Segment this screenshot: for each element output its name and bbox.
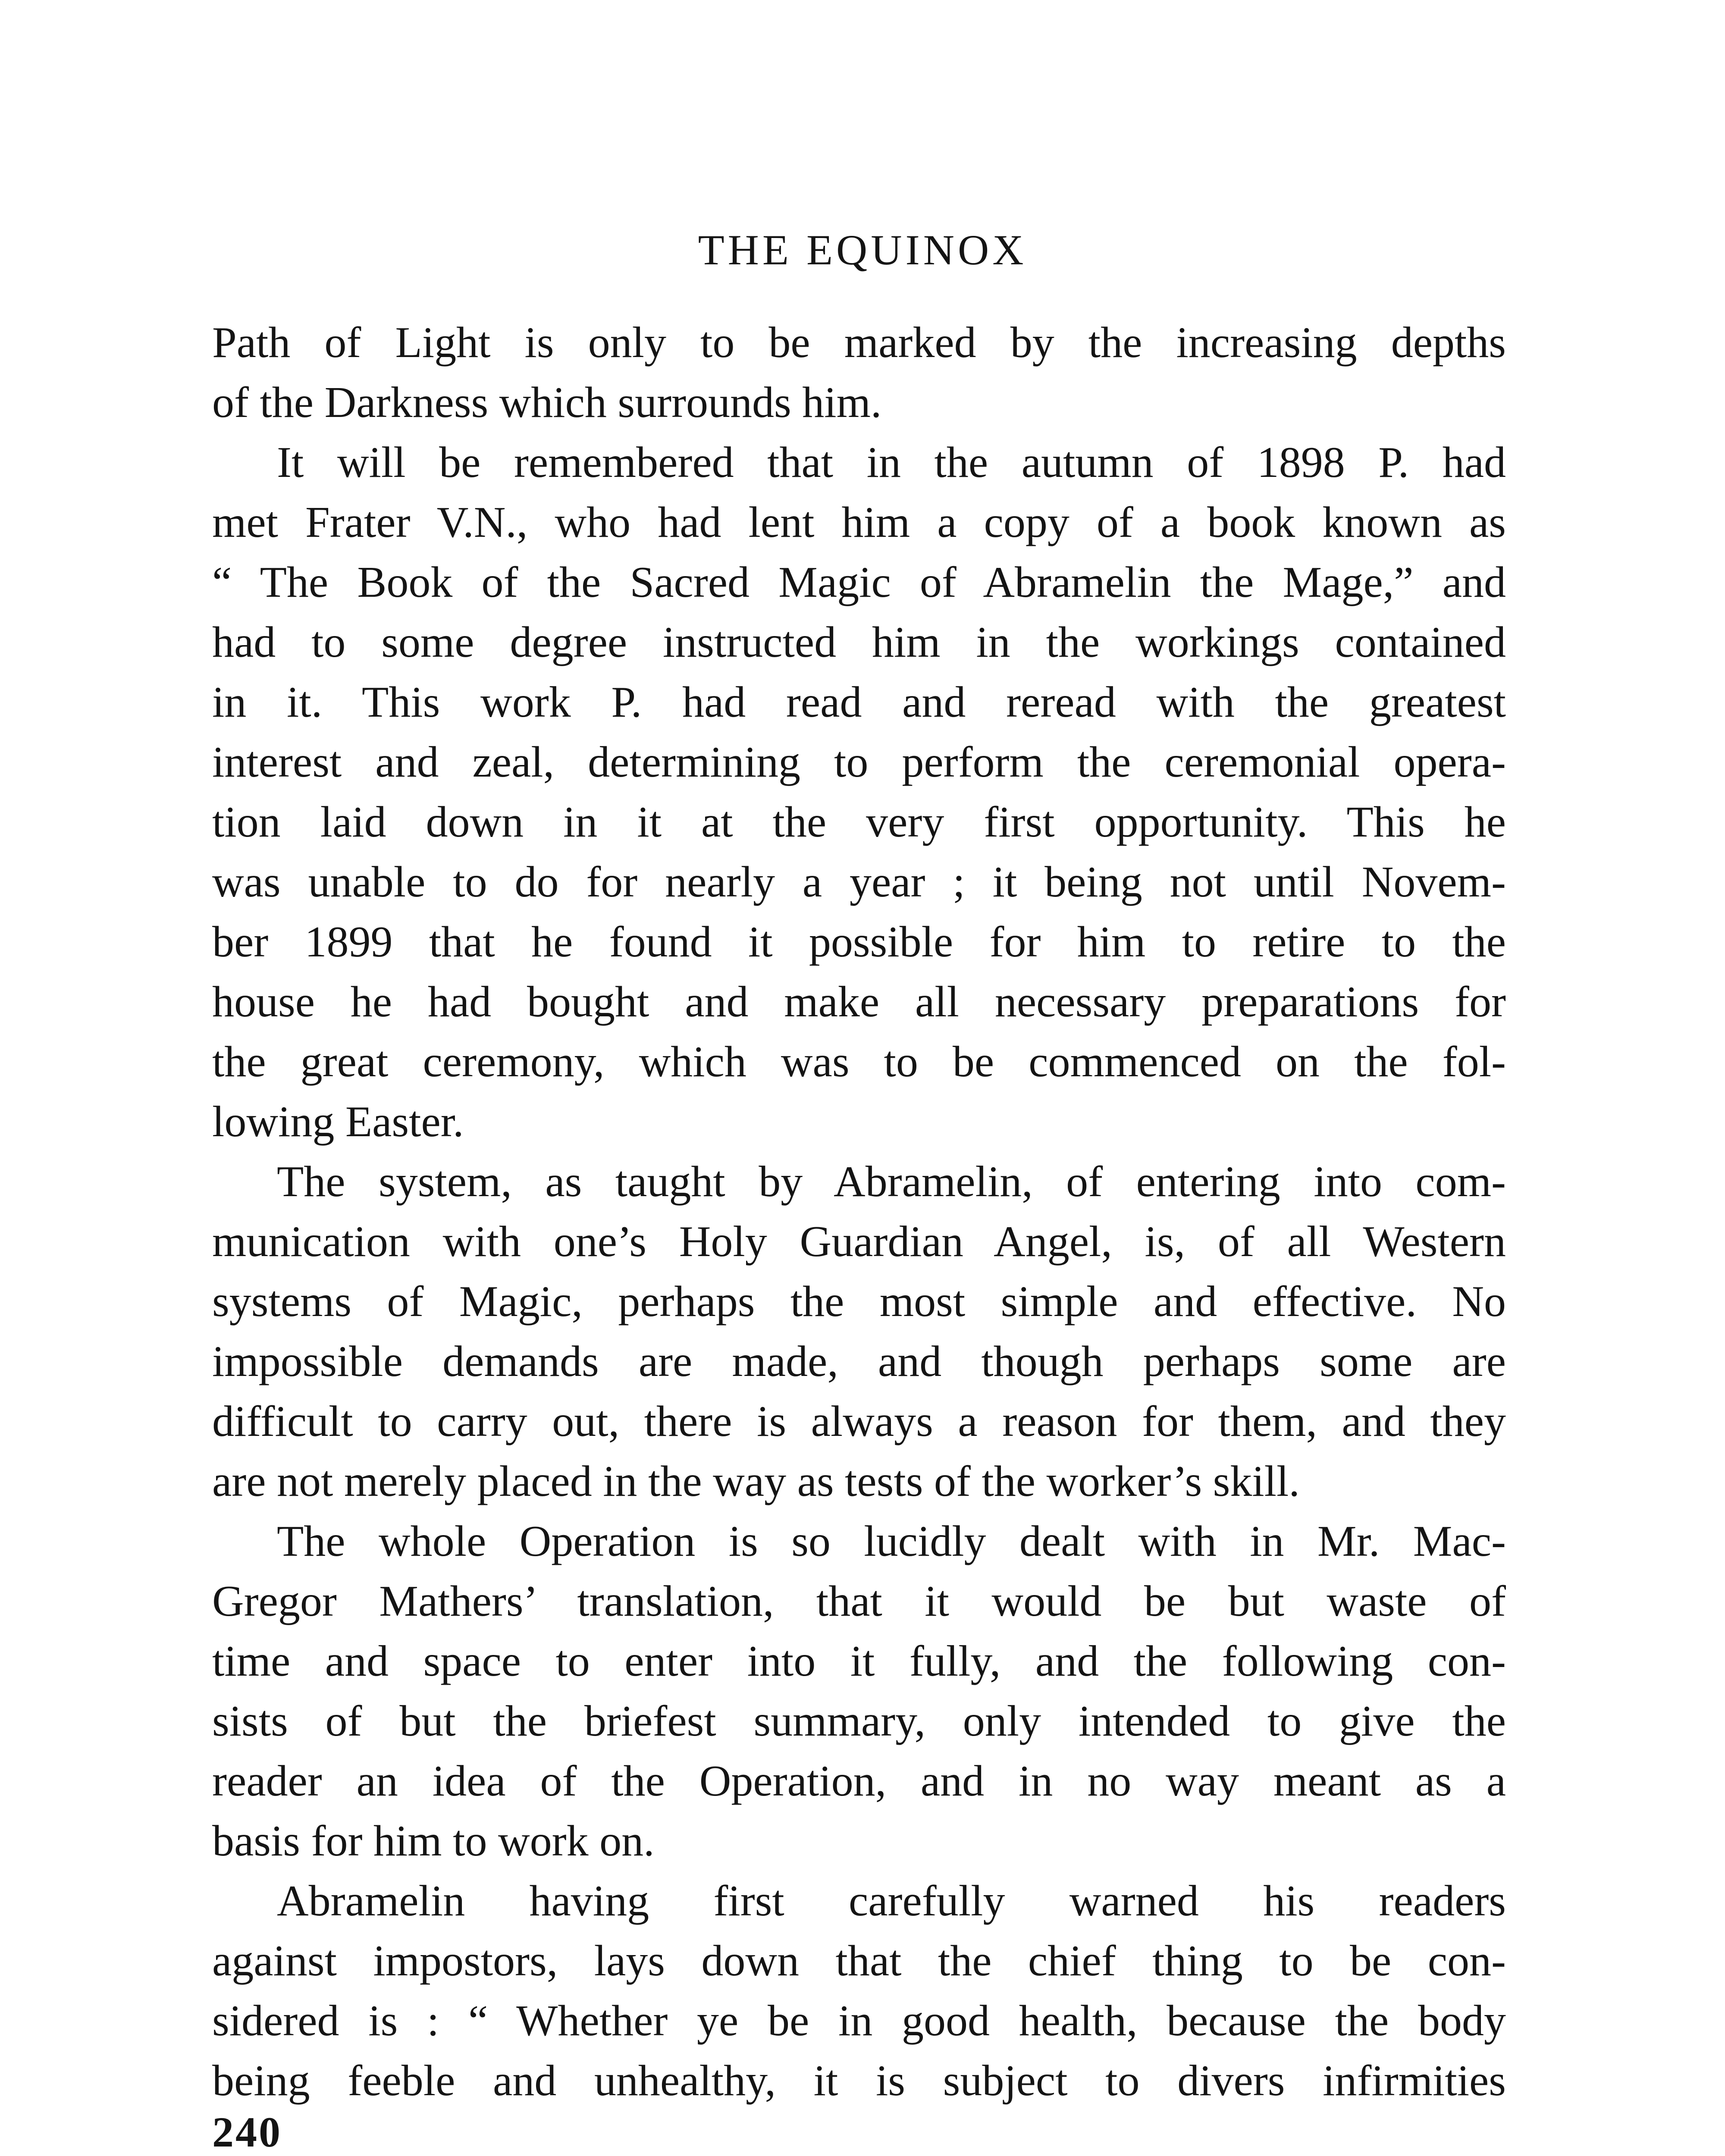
text-line: in it. This work P. had read and reread with the greatest	[212, 678, 1506, 727]
text-line: munication with one’s Holy Guardian Angel, is, of all Western	[212, 1217, 1506, 1266]
text-line: The whole Operation is so lucidly dealt with in Mr. Mac-	[277, 1517, 1506, 1566]
text-line: Path of Light is only to be marked by the increasing depths	[212, 318, 1506, 367]
text-line: The system, as taught by Abramelin, of entering into com-	[277, 1157, 1506, 1206]
text-line: time and space to enter into it fully, and the following con-	[212, 1637, 1506, 1686]
text-line: It will be remembered that in the autumn of 1898 P. had	[277, 438, 1506, 487]
text-line: being feeble and unhealthy, it is subject to divers infirmities	[212, 2056, 1506, 2105]
text-line: sidered is : “ Whether ye be in good health, because the body	[212, 1996, 1506, 2045]
text-line: “ The Book of the Sacred Magic of Abramelin the Mage,” and	[212, 558, 1506, 607]
text-line: house he had bought and make all necessary preparations for	[212, 978, 1506, 1026]
text-line: systems of Magic, perhaps the most simple and effective. No	[212, 1277, 1506, 1326]
text-line: Gregor Mathers’ translation, that it would be but waste of	[212, 1577, 1506, 1626]
text-line: basis for him to work on.	[212, 1817, 655, 1865]
text-line: ber 1899 that he found it possible for him to retire to the	[212, 918, 1506, 966]
text-line: reader an idea of the Operation, and in no way meant as a	[212, 1757, 1506, 1805]
text-line: sists of but the briefest summary, only intended to give the	[212, 1697, 1506, 1745]
text-line: are not merely placed in the way as tests of the worker’s skill.	[212, 1457, 1300, 1506]
text-line: difficult to carry out, there is always a reason for them, and they	[212, 1397, 1506, 1446]
page-number: 240	[212, 2108, 282, 2156]
text-line: lowing Easter.	[212, 1097, 464, 1146]
text-line: tion laid down in it at the very first opportunity. This he	[212, 798, 1506, 846]
text-line: the great ceremony, which was to be commenced on the fol-	[212, 1037, 1506, 1086]
text-line: Abramelin having first carefully warned his readers	[277, 1877, 1506, 1925]
body-text	[212, 313, 1506, 2111]
text-line: against impostors, lays down that the chief thing to be con-	[212, 1937, 1506, 1985]
text-line: interest and zeal, determining to perform the ceremonial opera-	[212, 738, 1506, 787]
text-line: met Frater V.N., who had lent him a copy of a book known as	[212, 498, 1506, 547]
text-line: had to some degree instructed him in the workings contained	[212, 618, 1506, 667]
text-line: of the Darkness which surrounds him.	[212, 378, 882, 427]
text-line: was unable to do for nearly a year ; it being not until Novem-	[212, 858, 1506, 906]
running-title: THE EQUINOX	[698, 226, 1027, 274]
text-line: impossible demands are made, and though perhaps some are	[212, 1337, 1506, 1386]
